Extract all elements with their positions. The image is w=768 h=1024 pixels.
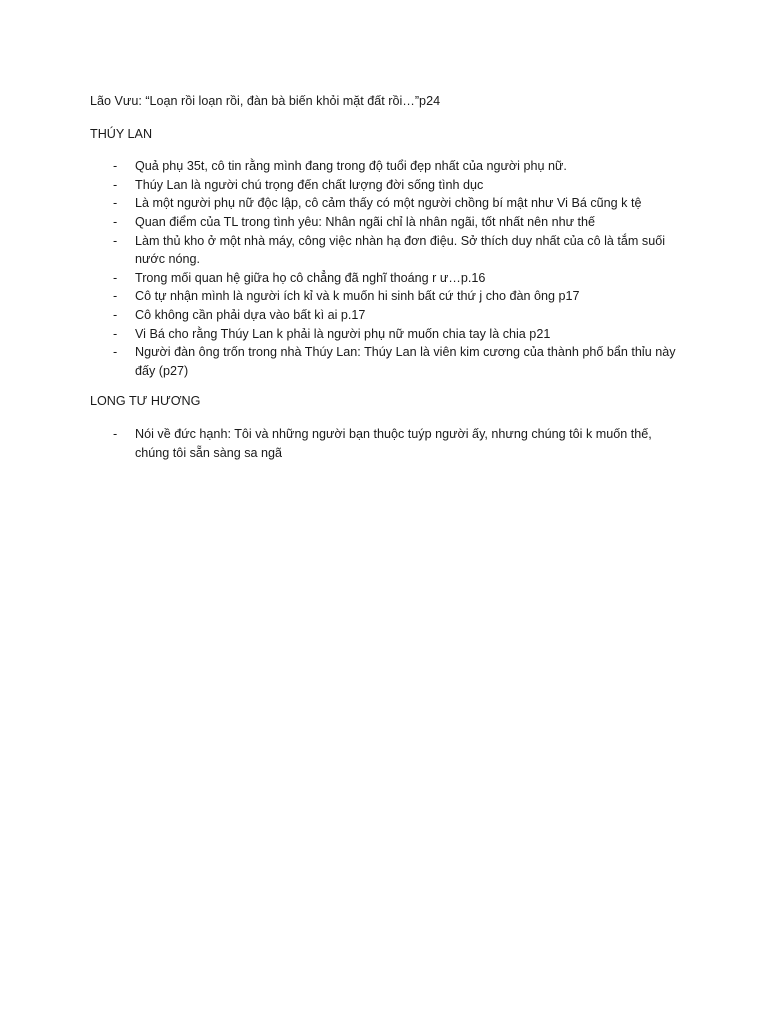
dash-bullet: - <box>113 159 118 174</box>
dash-bullet: - <box>113 307 118 322</box>
list-item-text: Trong mối quan hệ giữa họ cô chẳng đã nghĩ thoáng r ư…p.16 <box>135 270 486 285</box>
dash-bullet: - <box>113 196 118 211</box>
list-item-text: Người đàn ông trốn trong nhà Thúy Lan: Thúy Lan là viên kim cương của thành phố bẩn thỉu này đấy (p27) <box>135 345 676 378</box>
list-item-text: Vi Bá cho rằng Thúy Lan k phải là người phụ nữ muốn chia tay là chia p21 <box>135 326 551 341</box>
list-item <box>90 232 680 269</box>
list-item <box>90 157 680 176</box>
thuy-lan-notes-list <box>90 157 680 380</box>
list-item-text: Làm thủ kho ở một nhà máy, công việc nhàn hạ đơn điệu. Sở thích duy nhất của cô là tắm suối nước nóng. <box>135 233 665 267</box>
list-item-text: Là một người phụ nữ độc lập, cô cảm thấy có một người chồng bí mật như Vi Bá cũng k tệ <box>135 196 642 211</box>
quote-line: Lão Vưu: “Loạn rồi loạn rồi, đàn bà biến khỏi mặt đất rồi…”p24 <box>90 94 441 108</box>
list-item <box>90 325 680 344</box>
list-item <box>90 176 680 195</box>
list-item-text: Quan điểm của TL trong tình yêu: Nhân ngãi chỉ là nhân ngãi, tốt nhất nên như thế <box>135 214 596 229</box>
dash-bullet: - <box>113 233 118 248</box>
list-item <box>90 194 680 213</box>
list-item <box>90 269 680 288</box>
section-heading-long-tu-huong: LONG TƯ HƯƠNG <box>90 394 201 409</box>
dash-bullet: - <box>113 345 118 360</box>
dash-bullet: - <box>113 177 118 192</box>
list-item-text: Cô tự nhận mình là người ích kỉ và k muốn hi sinh bất cứ thứ j cho đàn ông p17 <box>135 289 580 304</box>
list-item <box>90 306 680 325</box>
dash-bullet: - <box>113 326 118 341</box>
document-body <box>90 92 680 474</box>
section-heading-thuy-lan: THÚY LAN <box>90 126 153 141</box>
list-item-text: Nói về đức hạnh: Tôi và những người bạn thuộc tuýp người ấy, nhưng chúng tôi k muốn thế, chúng tôi sẵn sàng sa ngã <box>135 426 652 460</box>
list-item-text: Quả phụ 35t, cô tin rằng mình đang trong độ tuổi đẹp nhất của người phụ nữ. <box>135 159 567 174</box>
dash-bullet: - <box>113 270 118 285</box>
list-item-text: Thúy Lan là người chú trọng đến chất lượng đời sống tình dục <box>135 177 484 192</box>
dash-bullet: - <box>113 214 118 229</box>
dash-bullet: - <box>113 289 118 304</box>
list-item <box>90 343 680 380</box>
list-item <box>90 287 680 306</box>
dash-bullet: - <box>113 426 118 441</box>
long-tu-huong-notes-list <box>90 425 680 462</box>
list-item <box>90 425 680 462</box>
list-item-text: Cô không cần phải dựa vào bất kì ai p.17 <box>135 307 366 322</box>
list-item <box>90 213 680 232</box>
